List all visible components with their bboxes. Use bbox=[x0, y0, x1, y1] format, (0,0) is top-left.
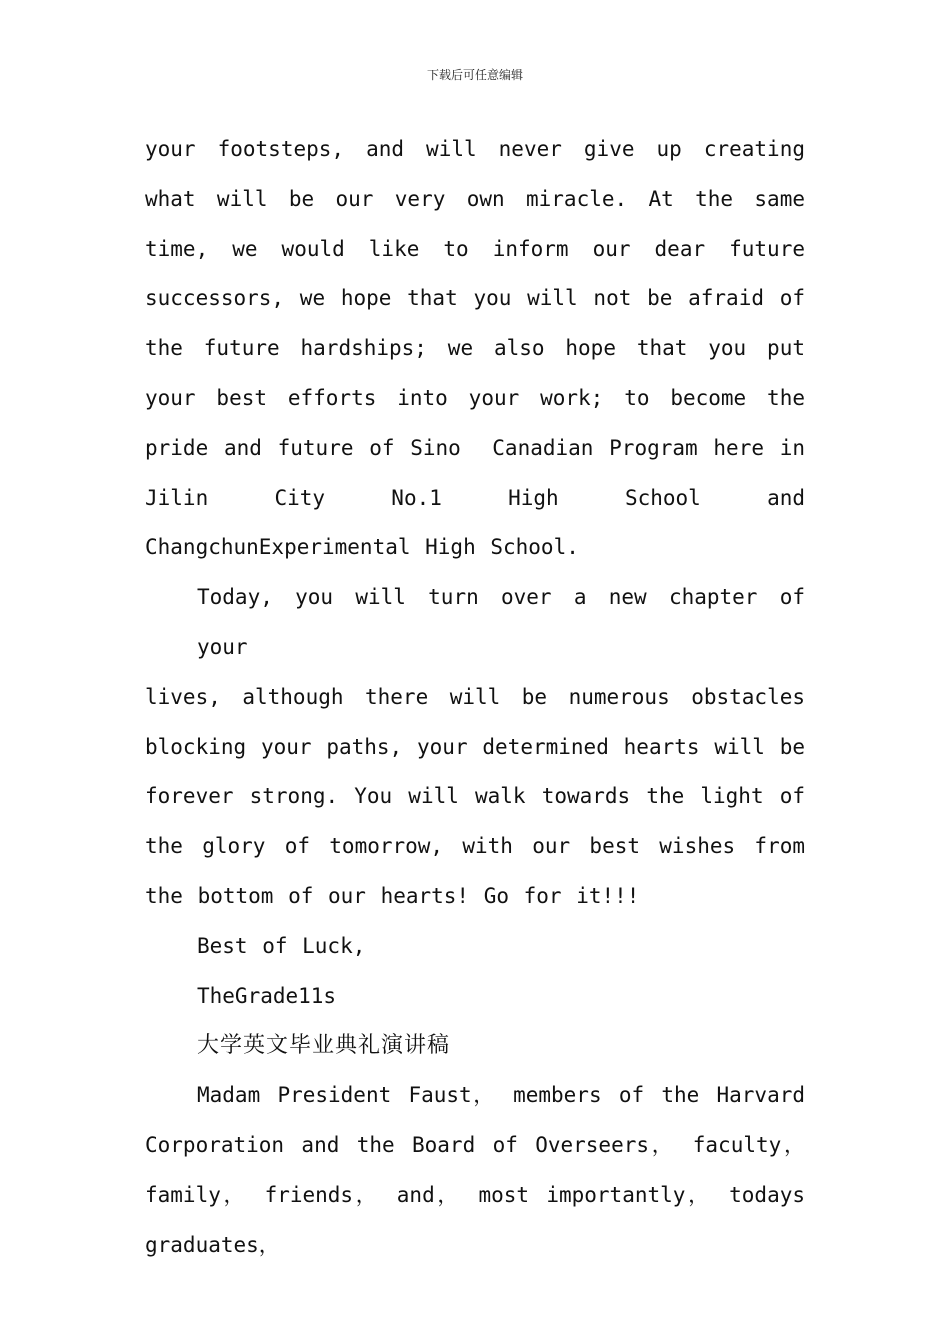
text-line: Today, you will turn over a new chapter of your bbox=[197, 585, 805, 659]
text-line: Madam President Faust， members of the Harvard bbox=[197, 1083, 805, 1108]
text-line: your footsteps, and will never give up creating bbox=[145, 137, 805, 161]
text-line: time, we would like to inform our dear future bbox=[145, 236, 805, 261]
text-line: your best efforts into your work; to become the bbox=[145, 385, 805, 410]
page-header: 下载后可任意编辑 bbox=[426, 68, 523, 82]
text-line: the future hardships; we also hope that you put bbox=[145, 336, 805, 361]
closing-salutation: Best of Luck, bbox=[197, 933, 366, 958]
closing-block bbox=[145, 922, 805, 1071]
paragraph-today bbox=[145, 573, 805, 922]
text-line: what will be our very own miracle. At the same bbox=[145, 186, 805, 211]
text-line: lives, although there will be numerous obstacles bbox=[145, 684, 805, 709]
text-line: the bottom of our hearts! Go for it!!! bbox=[145, 883, 640, 908]
closing-signature: TheGrade11s bbox=[197, 983, 337, 1008]
text-line: forever strong. You will walk towards the light of bbox=[145, 784, 805, 809]
text-line: Jilin City No.1 High School and bbox=[145, 485, 805, 510]
text-line: family， friends， and， most importantly， todays bbox=[145, 1182, 805, 1207]
text-line: ChangchunExperimental High School. bbox=[145, 535, 579, 560]
text-line: graduates， bbox=[145, 1232, 280, 1257]
speech-title: 大学英文毕业典礼演讲稿 bbox=[197, 1033, 451, 1059]
text-line: Corporation and the Board of Overseers， faculty， bbox=[145, 1132, 805, 1157]
text-line: the glory of tomorrow, with our best wishes from bbox=[145, 834, 805, 859]
text-line: pride and future of Sino Canadian Program here in bbox=[145, 435, 805, 460]
text-line: successors, we hope that you will not be afraid of bbox=[145, 286, 805, 311]
paragraph-speech-opening bbox=[145, 1071, 805, 1270]
text-line: blocking your paths, your determined hearts will be bbox=[145, 734, 805, 759]
paragraph-continuation bbox=[145, 125, 805, 573]
document-body bbox=[145, 125, 805, 1270]
